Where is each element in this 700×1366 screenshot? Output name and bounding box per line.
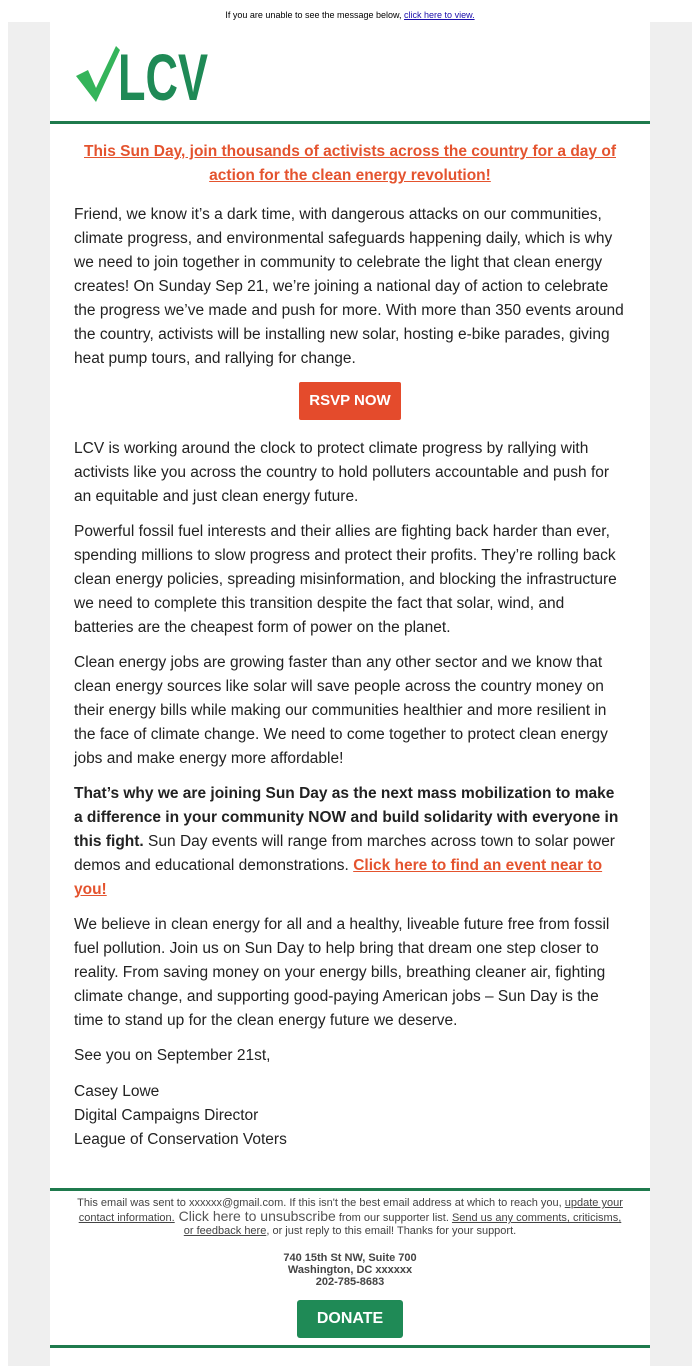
- preheader: [0, 10, 700, 20]
- footer-supporter-text: from our supporter list.: [335, 1212, 452, 1224]
- paragraph-belief: We believe in clean energy for all and a healthy, liveable future free from fossil fuel pollution. Join us on Sun Day to help bring that dream one step closer to reality. From saving money on your energy bills, breathing cleaner air, fighting climate change, and supporting good-paying American jobs – Sun Day is the time to stand up for the clean energy future we deserve.: [74, 916, 610, 1029]
- signature-org: League of Conservation Voters: [74, 1131, 287, 1148]
- header-divider: [50, 121, 650, 124]
- unsubscribe-link[interactable]: Click here to unsubscribe: [174, 1208, 336, 1224]
- footer-sent-text: This email was sent to xxxxxx@gmail.com. If this isn't the best email address at which to reach you,: [77, 1197, 565, 1209]
- address-line-2: Washington, DC xxxxxx: [287, 1264, 413, 1276]
- paragraph-intro: Friend, we know it’s a dark time, with dangerous attacks on our communities, climate progress, and environmental safeguards happening daily, which is why we need to join together in community to celebrate the light that clean energy creates! On Sunday Sep 21, we’re joining a national day of action to celebrate the progress we’ve made and push for more. With more than 350 events around the country, activists will be installing new solar, hosting e-bike parades, giving heat pump tours, and rallying for change.: [74, 206, 624, 367]
- logo-text: LCV: [118, 40, 208, 114]
- update-contact-link[interactable]: update your contact information.: [78, 1197, 623, 1224]
- mailing-address: [50, 1252, 650, 1288]
- sun-day-text: Sun Day events will range from marches across town to solar power demos and educational demonstrations.: [74, 833, 615, 874]
- paragraph-lcv-work: LCV is working around the clock to protect climate progress by rallying with activists like you across the country to hold polluters accountable and push for an equitable and just clean energy future.: [74, 440, 610, 505]
- paragraph-sun-day: [74, 782, 626, 902]
- preheader-text: If you are unable to see the message below,: [225, 10, 402, 20]
- feedback-link[interactable]: Send us any comments, criticisms, or feedback here: [183, 1212, 622, 1237]
- sun-day-bold-text: That’s why we are joining Sun Day as the next mass mobilization to make a difference in your community NOW and build solidarity with everyone in this fight.: [74, 785, 619, 850]
- lcv-logo[interactable]: [74, 40, 214, 114]
- rsvp-button[interactable]: RSVP NOW: [299, 382, 400, 420]
- phone-number: 202-785-8683: [315, 1276, 385, 1288]
- address-line-1: 740 15th St NW, Suite 700: [283, 1252, 417, 1264]
- headline-link[interactable]: This Sun Day, join thousands of activists across the country for a day of action for the clean energy revolution!: [84, 143, 616, 184]
- find-event-link[interactable]: Click here to find an event near to you!: [74, 857, 603, 898]
- signature-name: Casey Lowe: [74, 1083, 160, 1100]
- footer: [50, 1197, 650, 1338]
- paragraph-see-you: See you on September 21st,: [74, 1047, 271, 1064]
- footer-closing-text: , or just reply to this email! Thanks for your support.: [266, 1225, 517, 1237]
- paragraph-fossil-fuel: Powerful fossil fuel interests and their allies are fighting back harder than ever, spending millions to slow progress and protect their profits. They’re rolling back clean energy policies, spreading misinformation, and blocking the infrastructure we need to complete this transition despite the fact that solar, wind, and batteries are the cheapest form of power on the planet.: [74, 523, 617, 636]
- footer-divider-bottom: [50, 1345, 650, 1348]
- email-card: [50, 22, 650, 1366]
- donate-button[interactable]: DONATE: [297, 1300, 403, 1338]
- checkmark-icon: [76, 46, 120, 102]
- paragraph-clean-jobs: Clean energy jobs are growing faster than any other sector and we know that clean energy sources like solar will save people across the country money on their energy bills while making our communities healthier and more resilient in the face of climate change. We need to come together to protect clean energy jobs and make energy more affordable!: [74, 654, 608, 767]
- view-in-browser-link[interactable]: click here to view.: [404, 10, 475, 20]
- footer-divider-top: [50, 1188, 650, 1191]
- footer-fine-print: [74, 1197, 626, 1238]
- signature-title: Digital Campaigns Director: [74, 1107, 259, 1124]
- email-body: [74, 140, 626, 1152]
